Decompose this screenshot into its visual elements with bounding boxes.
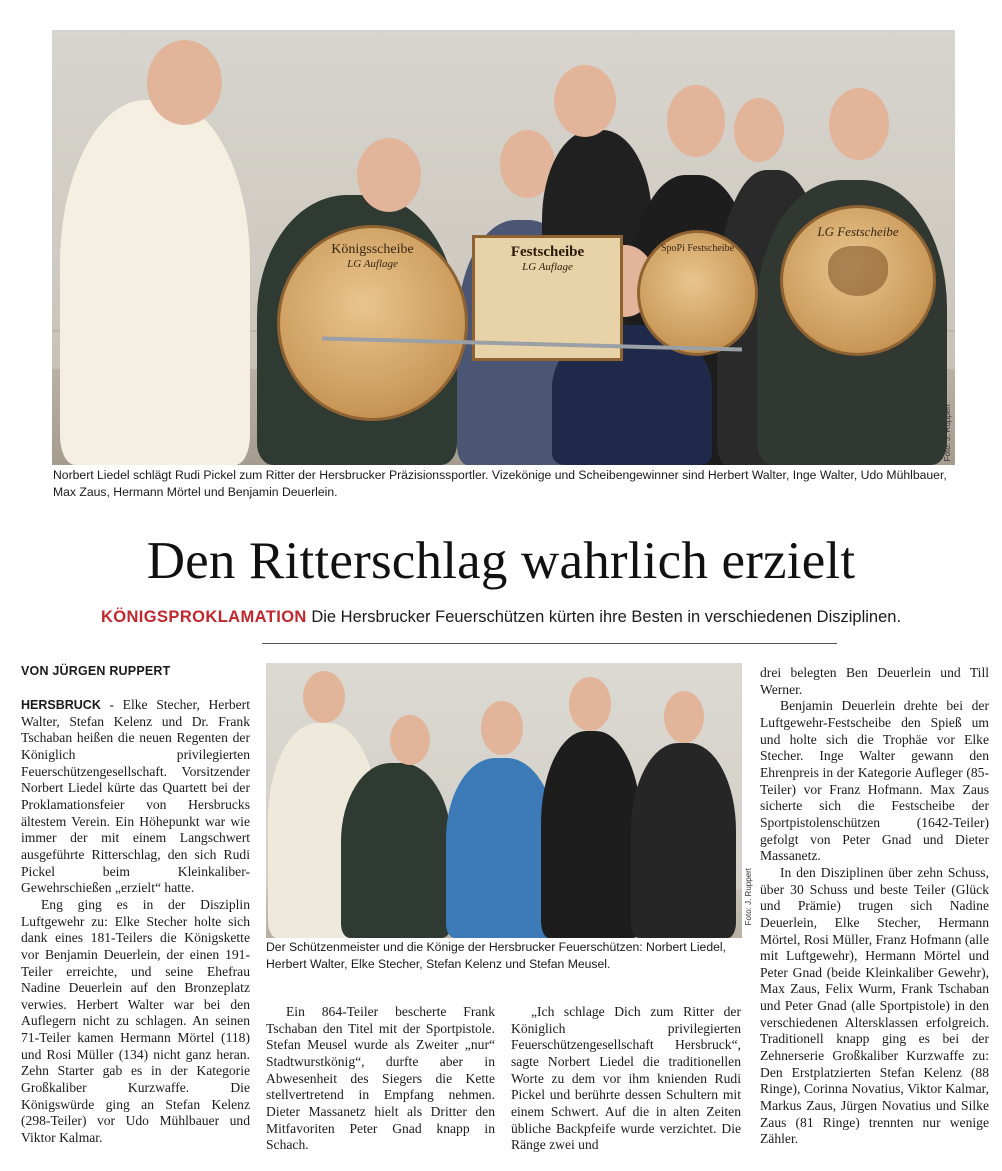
- article-column-2: [266, 1004, 495, 1154]
- person-head: [569, 677, 611, 731]
- article-column-3: [511, 1004, 741, 1154]
- person-silhouette: [446, 758, 556, 938]
- person-silhouette: [341, 763, 451, 938]
- article-column-1: [21, 697, 250, 1147]
- person-head: [357, 138, 421, 212]
- byline: VON JÜRGEN RUPPERT: [21, 664, 171, 678]
- paragraph: In den Disziplinen über zehn Schuss, über 30 Schuss und beste Teiler (Glück und Prämie) trugen sich Nadine Deuerlein, Elke Stecher, Hermann Mörtel, Rosi Müller, Franz Hofmann (alle mit Luftgewehr), Hermann Mörtel und Peter Gnad (beide Kleinkaliber Gewehr), Max Zaus, Felix Wurm, Frank Tschaban und Peter Gnad (alle Sportpistole) in den verschiedenen Altersklassen erfolgreich. Traditionell knapp ging es bei der Zehnerserie Großkaliber Kurzwaffe zu: Den Erstplatzierten Stefan Kelenz (88 Ringe), Corinna Novatius, Viktor Kalmar, Markus Zaus, Jürgen Novatius und Silke Zaus (81 Ringe) trennten nur wenige Zähler.: [760, 864, 989, 1147]
- paragraph: HERSBRUCK - Elke Stecher, Herbert Walter, Stefan Kelenz und Dr. Frank Tschaban heißen die neuen Regenten der Königlich privilegierten Feuerschützengesellschaft. Vorsitzender Norbert Liedel kürte das Quartett bei der Proklamationsfeier von Hersbrucks ältestem Verein. Ein Höhepunkt war wie immer der mit einem Langschwert ausgeführte Ritterschlag, den sich Rudi Pickel beim Kleinkaliber-Gewehrschießen „erzielt“ hatte.: [21, 697, 250, 896]
- paragraph: „Ich schlage Dich zum Ritter der Königlich privilegierten Feuerschützengesellschaft Hersbruck“, sagte Norbert Liedel die traditionellen Worte zu dem vor ihm knienden Rudi Pickel und berührte dessen Schultern mit einem Schwert. Auf die in alten Zeiten übliche Backpfeife wurde verzichtet. Die Ränge zwei und: [511, 1004, 741, 1153]
- person-head: [667, 85, 725, 157]
- subheadline: [0, 604, 1002, 630]
- disc-label: Königsscheibe: [331, 242, 414, 257]
- photo-credit: Foto: J. Ruppert: [943, 403, 952, 461]
- person-head: [664, 691, 704, 743]
- headline: Den Ritterschlag wahrlich erzielt: [146, 532, 856, 590]
- person-head: [554, 65, 616, 137]
- person-head: [734, 98, 784, 162]
- paragraph: Benjamin Deuerlein drehte bei der Luftgewehr-Festscheibe den Spieß um und holte sich die Trophäe vor Elke Stecher. Inge Walter gewann den Ehrenpreis in der Kategorie Aufleger (85-Teiler) vor Franz Hofmann. Max Zaus sicherte sich die Festscheibe der Sportpistolenschützen (1642-Teiler) gefolgt von Peter Gnad und Dieter Massanetz.: [760, 698, 989, 864]
- kicker: KÖNIGSPROKLAMATION: [100, 608, 307, 626]
- person-head: [481, 701, 523, 755]
- middle-photo: [266, 663, 742, 938]
- person-head: [829, 88, 889, 160]
- board-label: Festscheibe: [510, 244, 585, 260]
- disc-label: LG Festscheibe: [817, 224, 899, 239]
- person-silhouette: [60, 100, 250, 465]
- disc-sublabel: LG Auflage: [347, 258, 398, 270]
- target-disc-mid-right: [637, 230, 758, 356]
- subheadline-text: Die Hersbrucker Feuerschützen kürten ihre Besten in verschiedenen Disziplinen.: [311, 608, 902, 626]
- wolf-icon: [828, 246, 888, 296]
- photo-credit: Foto: J. Ruppert: [744, 868, 753, 926]
- disc-label: SpoPi Festscheibe: [660, 243, 735, 254]
- top-photo: [52, 30, 955, 465]
- paragraph: Eng ging es in der Disziplin Luftgewehr zu: Elke Stecher holte sich dank eines 181-Teilers die Königskette vor Benjamin Deuerlein, der einen 191-Teiler erreichte, und seine Ehefrau Nadine Deuerlein auf den Bronzeplatz verwies. Herbert Walter war bei den Auflegern nicht zu schlagen. An seinen 71-Teiler kamen Hermann Mörtel (118) und Rosi Müller (134) nicht ganz heran. Zehn Starter gab es in der Kategorie Großkaliber Kurzwaffe. Die Königswürde ging an Stefan Kelenz (298-Teiler) vor Udo Mühlbauer und Viktor Kalmar.: [21, 896, 250, 1146]
- person-silhouette: [541, 731, 641, 938]
- target-disc-right: [780, 205, 936, 356]
- location: HERSBRUCK: [21, 698, 101, 712]
- person-head: [147, 40, 222, 125]
- middle-photo-caption: Der Schützenmeister und die Könige der Hersbrucker Feuerschützen: Norbert Liedel, Herbert Walter, Elke Stecher, Stefan Kelenz und Stefan Meusel.: [266, 940, 726, 971]
- person-head: [303, 671, 345, 723]
- top-photo-caption: Norbert Liedel schlägt Rudi Pickel zum Ritter der Hersbrucker Präzisionssportler. Vizekönige und Scheibengewinner sind Herbert Walter, Inge Walter, Udo Mühlbauer, Max Zaus, Hermann Mörtel und Benjamin Deuerlein.: [53, 468, 947, 499]
- paragraph: Ein 864-Teiler bescherte Frank Tschaban den Titel mit der Sportpistole. Stefan Meusel wurde als Zweiter „nur“ Stadtwurstkönig“, durfte aber in Abwesenheit des Siegers die Kette stellvertretend in Empfang nehmen. Dieter Massanetz hielt als Dritter den Mitfavoriten Peter Gnad knapp in Schach.: [266, 1004, 495, 1153]
- person-silhouette: [631, 743, 736, 938]
- divider: [262, 643, 837, 644]
- person-head: [390, 715, 430, 765]
- paragraph: drei belegten Ben Deuerlein und Till Werner.: [760, 665, 989, 697]
- board-sublabel: LG Auflage: [522, 261, 573, 273]
- article-column-4: [760, 665, 989, 1148]
- target-disc-left: [277, 225, 468, 421]
